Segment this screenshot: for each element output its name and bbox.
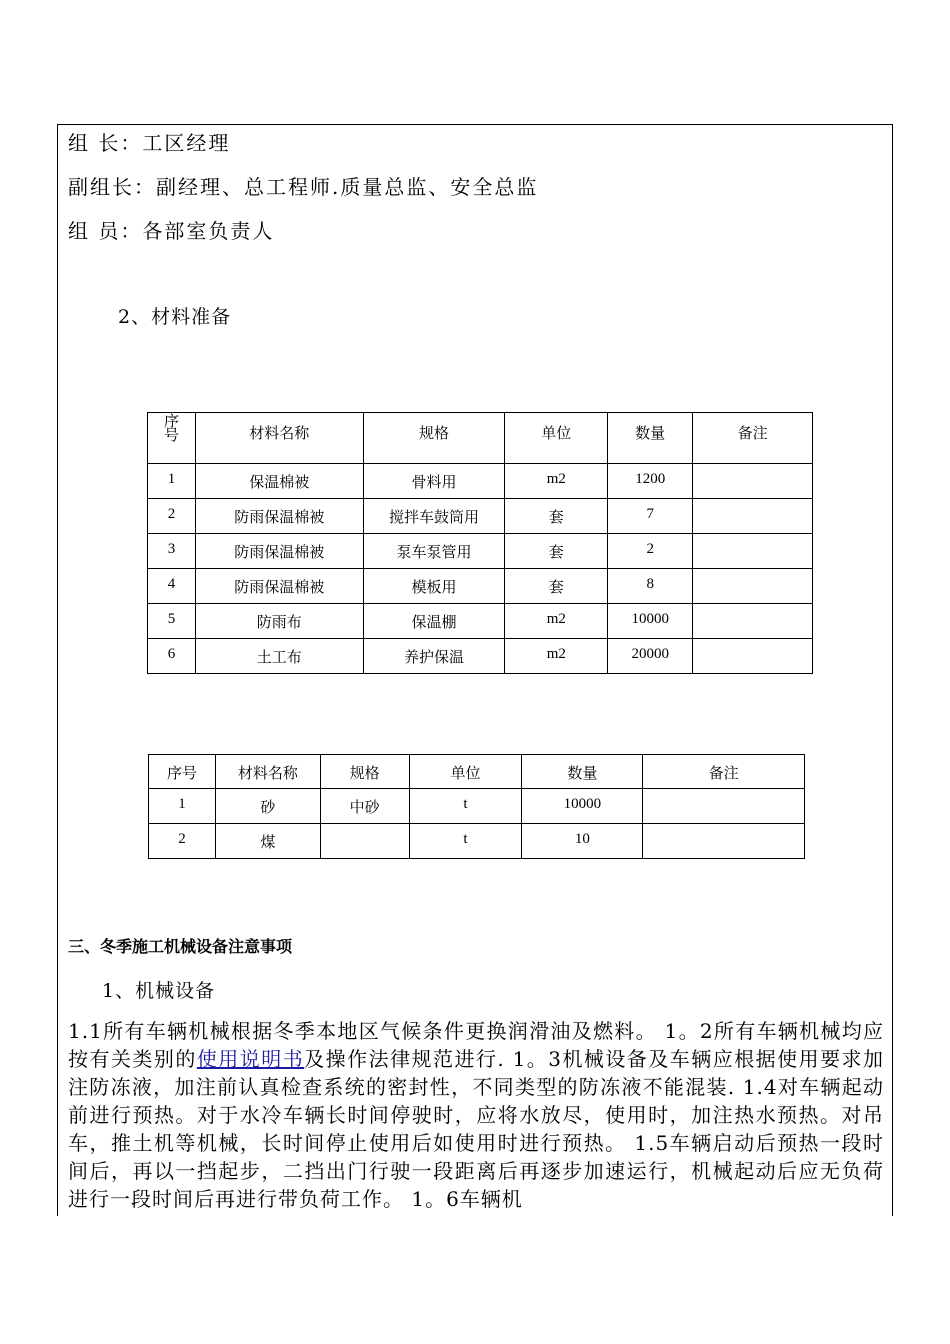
- table-row: [149, 824, 805, 859]
- table-cell: 搅拌车鼓筒用: [363, 499, 505, 534]
- table-cell: 10: [522, 824, 643, 859]
- table-cell: 骨料用: [363, 464, 505, 499]
- table-cell: 20000: [608, 639, 693, 674]
- header-cell: 数量: [522, 755, 643, 789]
- table-cell: 2: [148, 499, 196, 534]
- table-cell: t: [409, 789, 522, 824]
- header-cell: 数量: [608, 413, 693, 464]
- role-deputy: 副组长：副经理、总工程师.质量总监、安全总监: [68, 175, 539, 199]
- table-cell: [643, 824, 805, 859]
- subsection1-title: 1、机械设备: [102, 980, 216, 1002]
- table-cell: 养护保温: [363, 639, 505, 674]
- table-row: [148, 534, 813, 569]
- table-cell: 煤: [215, 824, 320, 859]
- table-cell: 1200: [608, 464, 693, 499]
- table-cell: 10000: [522, 789, 643, 824]
- table-cell: m2: [505, 639, 608, 674]
- table-cell: [320, 824, 409, 859]
- table-cell: [643, 789, 805, 824]
- table-cell: 砂: [215, 789, 320, 824]
- document-frame: [57, 124, 893, 1216]
- manual-link[interactable]: 使用说明书: [196, 1047, 305, 1071]
- table-cell: [693, 604, 813, 639]
- table-row: [149, 789, 805, 824]
- table-cell: 防雨保温棉被: [195, 499, 363, 534]
- role-leader: 组 长：工区经理: [68, 131, 231, 155]
- table-cell: 土工布: [195, 639, 363, 674]
- table-cell: 6: [148, 639, 196, 674]
- table-cell: 套: [505, 569, 608, 604]
- machinery-paragraph: 1.1所有车辆机械根据冬季本地区气候条件更换润滑油及燃料。 1。2所有车辆机械均应按有关类别的使用说明书及操作法律规范进行. 1。3机械设备及车辆应根据使用要求加注防冻液，加注前认真检查系统的密封性，不同类型的防冻液不能混装. 1.4对车辆起动前进行预热。对于水冷车辆长时间停驶时，应将水放尽，使用时，加注热水预热。对吊车，推土机等机械，长时间停止使用后如使用时进行预热。 1.5车辆启动后预热一段时间后，再以一挡起步，二挡出门行驶一段距离后再逐步加速运行，机械起动后应无负荷进行一段时间后再进行带负荷工作。 1。6车辆机: [68, 1019, 885, 1211]
- table-cell: [693, 534, 813, 569]
- header-cell: 规格: [363, 413, 505, 464]
- table-cell: m2: [505, 464, 608, 499]
- table-row: [148, 604, 813, 639]
- table-row: [148, 639, 813, 674]
- role-member: 组 员：各部室负责人: [68, 219, 275, 243]
- table-cell: 防雨保温棉被: [195, 569, 363, 604]
- section2-title: 2、材料准备: [118, 306, 232, 328]
- table-cell: [693, 569, 813, 604]
- table-cell: 1: [148, 464, 196, 499]
- section3-title: 三、冬季施工机械设备注意事项: [68, 937, 293, 956]
- header-cell: 材料名称: [215, 755, 320, 789]
- table-cell: 套: [505, 499, 608, 534]
- table-cell: 泵车泵管用: [363, 534, 505, 569]
- materials-table-2: [148, 754, 805, 859]
- table-cell: 2: [149, 824, 216, 859]
- table-cell: 3: [148, 534, 196, 569]
- table-cell: 4: [148, 569, 196, 604]
- table-cell: 保温棚: [363, 604, 505, 639]
- table-cell: [693, 499, 813, 534]
- table-header-row: [149, 755, 805, 789]
- header-cell: 备注: [643, 755, 805, 789]
- header-cell: 材料名称: [195, 413, 363, 464]
- table-row: [148, 569, 813, 604]
- table-cell: 1: [149, 789, 216, 824]
- table-cell: 7: [608, 499, 693, 534]
- header-cell: 序号: [149, 755, 216, 789]
- table-row: [148, 464, 813, 499]
- table-cell: 中砂: [320, 789, 409, 824]
- table-cell: 套: [505, 534, 608, 569]
- table-header-row: [148, 413, 813, 464]
- table-cell: [693, 639, 813, 674]
- table-cell: 防雨保温棉被: [195, 534, 363, 569]
- table-cell: 5: [148, 604, 196, 639]
- header-cell: 单位: [409, 755, 522, 789]
- table-row: [148, 499, 813, 534]
- header-cell: 规格: [320, 755, 409, 789]
- table-cell: [693, 464, 813, 499]
- table-cell: 保温棉被: [195, 464, 363, 499]
- table-cell: 8: [608, 569, 693, 604]
- table-cell: 2: [608, 534, 693, 569]
- table-cell: 模板用: [363, 569, 505, 604]
- table-cell: 10000: [608, 604, 693, 639]
- materials-table-1: [147, 412, 813, 674]
- header-cell: 备注: [693, 413, 813, 464]
- header-cell: 序号: [148, 413, 196, 464]
- table-cell: t: [409, 824, 522, 859]
- table-cell: 防雨布: [195, 604, 363, 639]
- table-cell: m2: [505, 604, 608, 639]
- header-cell: 单位: [505, 413, 608, 464]
